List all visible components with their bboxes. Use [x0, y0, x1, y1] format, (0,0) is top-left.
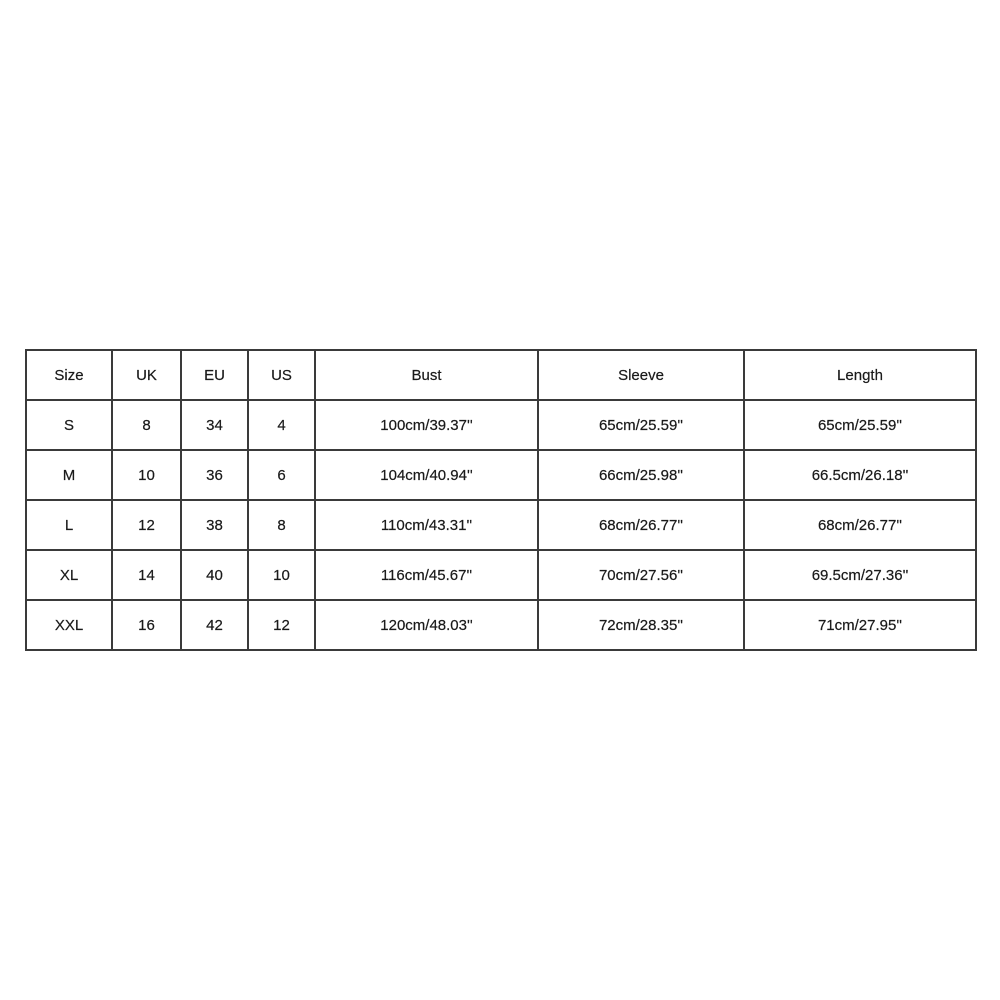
- cell-eu: 38: [181, 500, 248, 550]
- cell-sleeve: 70cm/27.56'': [538, 550, 744, 600]
- cell-size: L: [26, 500, 112, 550]
- cell-length: 66.5cm/26.18'': [744, 450, 976, 500]
- cell-uk: 16: [112, 600, 181, 650]
- header-uk: UK: [112, 350, 181, 400]
- cell-sleeve: 72cm/28.35'': [538, 600, 744, 650]
- cell-sleeve: 65cm/25.59'': [538, 400, 744, 450]
- header-length: Length: [744, 350, 976, 400]
- header-bust: Bust: [315, 350, 538, 400]
- cell-us: 6: [248, 450, 315, 500]
- cell-bust: 110cm/43.31'': [315, 500, 538, 550]
- cell-length: 65cm/25.59'': [744, 400, 976, 450]
- cell-bust: 100cm/39.37'': [315, 400, 538, 450]
- cell-us: 8: [248, 500, 315, 550]
- cell-uk: 8: [112, 400, 181, 450]
- size-chart-table: [25, 349, 977, 651]
- table-row: [26, 450, 976, 500]
- cell-size: XL: [26, 550, 112, 600]
- cell-size: M: [26, 450, 112, 500]
- table-row: [26, 400, 976, 450]
- header-sleeve: Sleeve: [538, 350, 744, 400]
- table-row: [26, 550, 976, 600]
- header-us: US: [248, 350, 315, 400]
- cell-sleeve: 68cm/26.77'': [538, 500, 744, 550]
- cell-size: XXL: [26, 600, 112, 650]
- cell-size: S: [26, 400, 112, 450]
- cell-eu: 36: [181, 450, 248, 500]
- header-row: [26, 350, 976, 400]
- cell-us: 10: [248, 550, 315, 600]
- cell-uk: 10: [112, 450, 181, 500]
- cell-eu: 40: [181, 550, 248, 600]
- cell-length: 69.5cm/27.36'': [744, 550, 976, 600]
- cell-bust: 120cm/48.03'': [315, 600, 538, 650]
- table-row: [26, 600, 976, 650]
- header-eu: EU: [181, 350, 248, 400]
- cell-bust: 104cm/40.94'': [315, 450, 538, 500]
- cell-sleeve: 66cm/25.98'': [538, 450, 744, 500]
- table-row: [26, 500, 976, 550]
- cell-us: 4: [248, 400, 315, 450]
- cell-uk: 14: [112, 550, 181, 600]
- cell-length: 68cm/26.77'': [744, 500, 976, 550]
- cell-length: 71cm/27.95'': [744, 600, 976, 650]
- cell-us: 12: [248, 600, 315, 650]
- header-size: Size: [26, 350, 112, 400]
- cell-eu: 34: [181, 400, 248, 450]
- cell-bust: 116cm/45.67'': [315, 550, 538, 600]
- cell-uk: 12: [112, 500, 181, 550]
- cell-eu: 42: [181, 600, 248, 650]
